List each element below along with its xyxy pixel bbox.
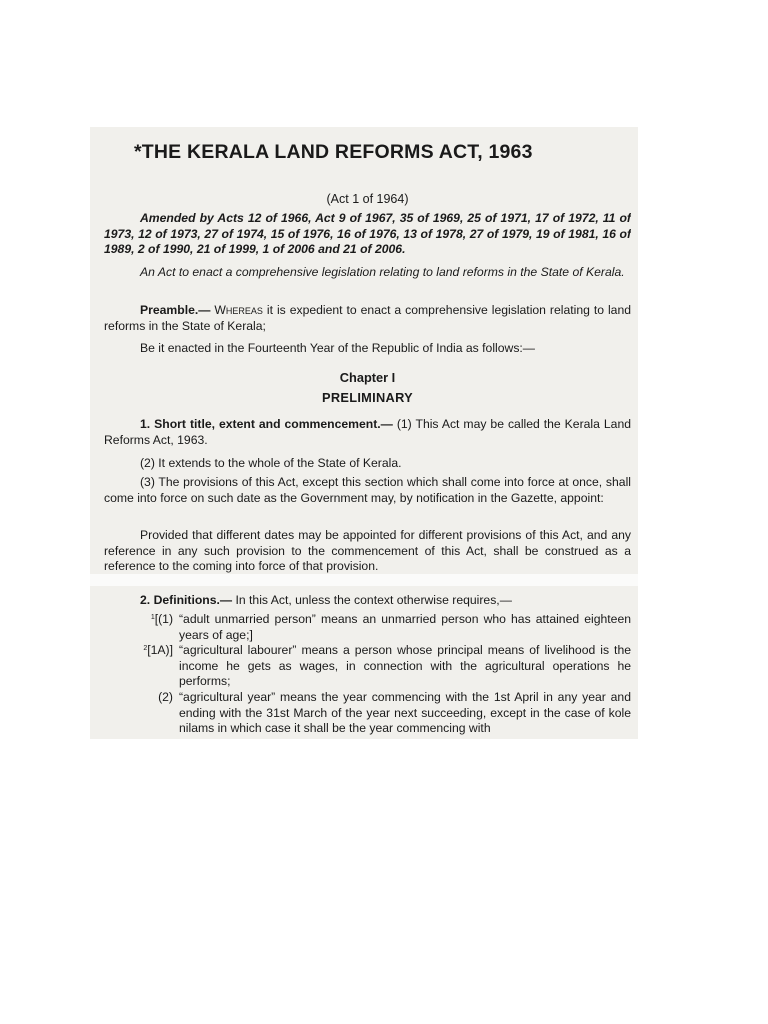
definition-item bbox=[104, 612, 631, 643]
definition-label: $^2$[1A)] bbox=[143, 643, 173, 657]
act-number: (Act 1 of 1964) bbox=[326, 192, 409, 206]
section-2 bbox=[104, 593, 631, 609]
definition-label: $^1$[(1) bbox=[150, 612, 173, 626]
definition-item bbox=[104, 643, 631, 690]
preamble-whereas: Whereas bbox=[214, 303, 263, 317]
amendment-note: Amended by Acts 12 of 1966, Act 9 of 1967, 35 of 1969, 25 of 1971, 17 of 1972, 11 of 1973, 12 of 1973, 27 of 1974, 15 of 1976, 16 of 1976, 13 of 1978, 27 of 1979, 19 of 1981, 16 of 1989, 2 of 1990, 21 of 1999, 1 of 2006 and 21 of 2006. bbox=[104, 211, 631, 256]
definition-text: “agricultural year” means the year commencing with the 1st April in any year and ending with the 31st March of the year next succeeding, except in the case of kole nilams in which case it shall be the year commencing with bbox=[179, 690, 631, 735]
section-1-number: 1. bbox=[140, 417, 151, 431]
section-2-heading: Definitions.— bbox=[153, 593, 233, 607]
section-2-number: 2. bbox=[140, 593, 151, 607]
section-1-proviso: Provided that different dates may be appointed for different provisions of this Act, and any reference in any such provision to the commencement of this Act, shall be construed as a reference to the coming into force of that provision. bbox=[104, 528, 631, 573]
definition-label: (2) bbox=[158, 690, 173, 704]
document-body bbox=[104, 127, 631, 739]
preamble bbox=[104, 303, 631, 334]
footnote-mark: 2 bbox=[143, 645, 148, 652]
footnote-mark: 1 bbox=[150, 614, 155, 621]
section-1-clause-1: (1) This Act may be called the Kerala Land Reforms Act, 1963. bbox=[104, 417, 631, 447]
long-title: An Act to enact a comprehensive legislation relating to land reforms in the State of Kerala. bbox=[140, 265, 625, 279]
section-2-lead: In this Act, unless the context otherwise requires,— bbox=[232, 593, 512, 607]
document-title: *THE KERALA LAND REFORMS ACT, 1963 bbox=[134, 141, 533, 163]
definition-text: “agricultural labourer” means a person whose principal means of livelihood is the income he gets as wages, in connection with the agricultural operations he performs; bbox=[179, 643, 631, 688]
section-1-clause-2: (2) It extends to the whole of the State of Kerala. bbox=[140, 456, 402, 470]
enacting-clause: Be it enacted in the Fourteenth Year of the Republic of India as follows:— bbox=[140, 341, 535, 355]
section-1 bbox=[104, 417, 631, 448]
preamble-text: it is expedient to enact a comprehensive legislation relating to land reforms in the State of Kerala; bbox=[104, 303, 631, 333]
chapter-title: PRELIMINARY bbox=[322, 390, 413, 405]
chapter-heading: Chapter I bbox=[339, 370, 396, 385]
definition-item bbox=[104, 690, 631, 737]
section-1-clause-3: (3) The provisions of this Act, except this section which shall come into force at once, shall come into force on such date as the Government may, by notification in the Gazette, appoint: bbox=[104, 475, 631, 505]
preamble-heading: Preamble.— bbox=[140, 303, 211, 317]
definition-text: “adult unmarried person” means an unmarried person who has attained eighteen years of age;] bbox=[179, 612, 631, 642]
section-1-heading: Short title, extent and commencement.— bbox=[154, 417, 393, 431]
